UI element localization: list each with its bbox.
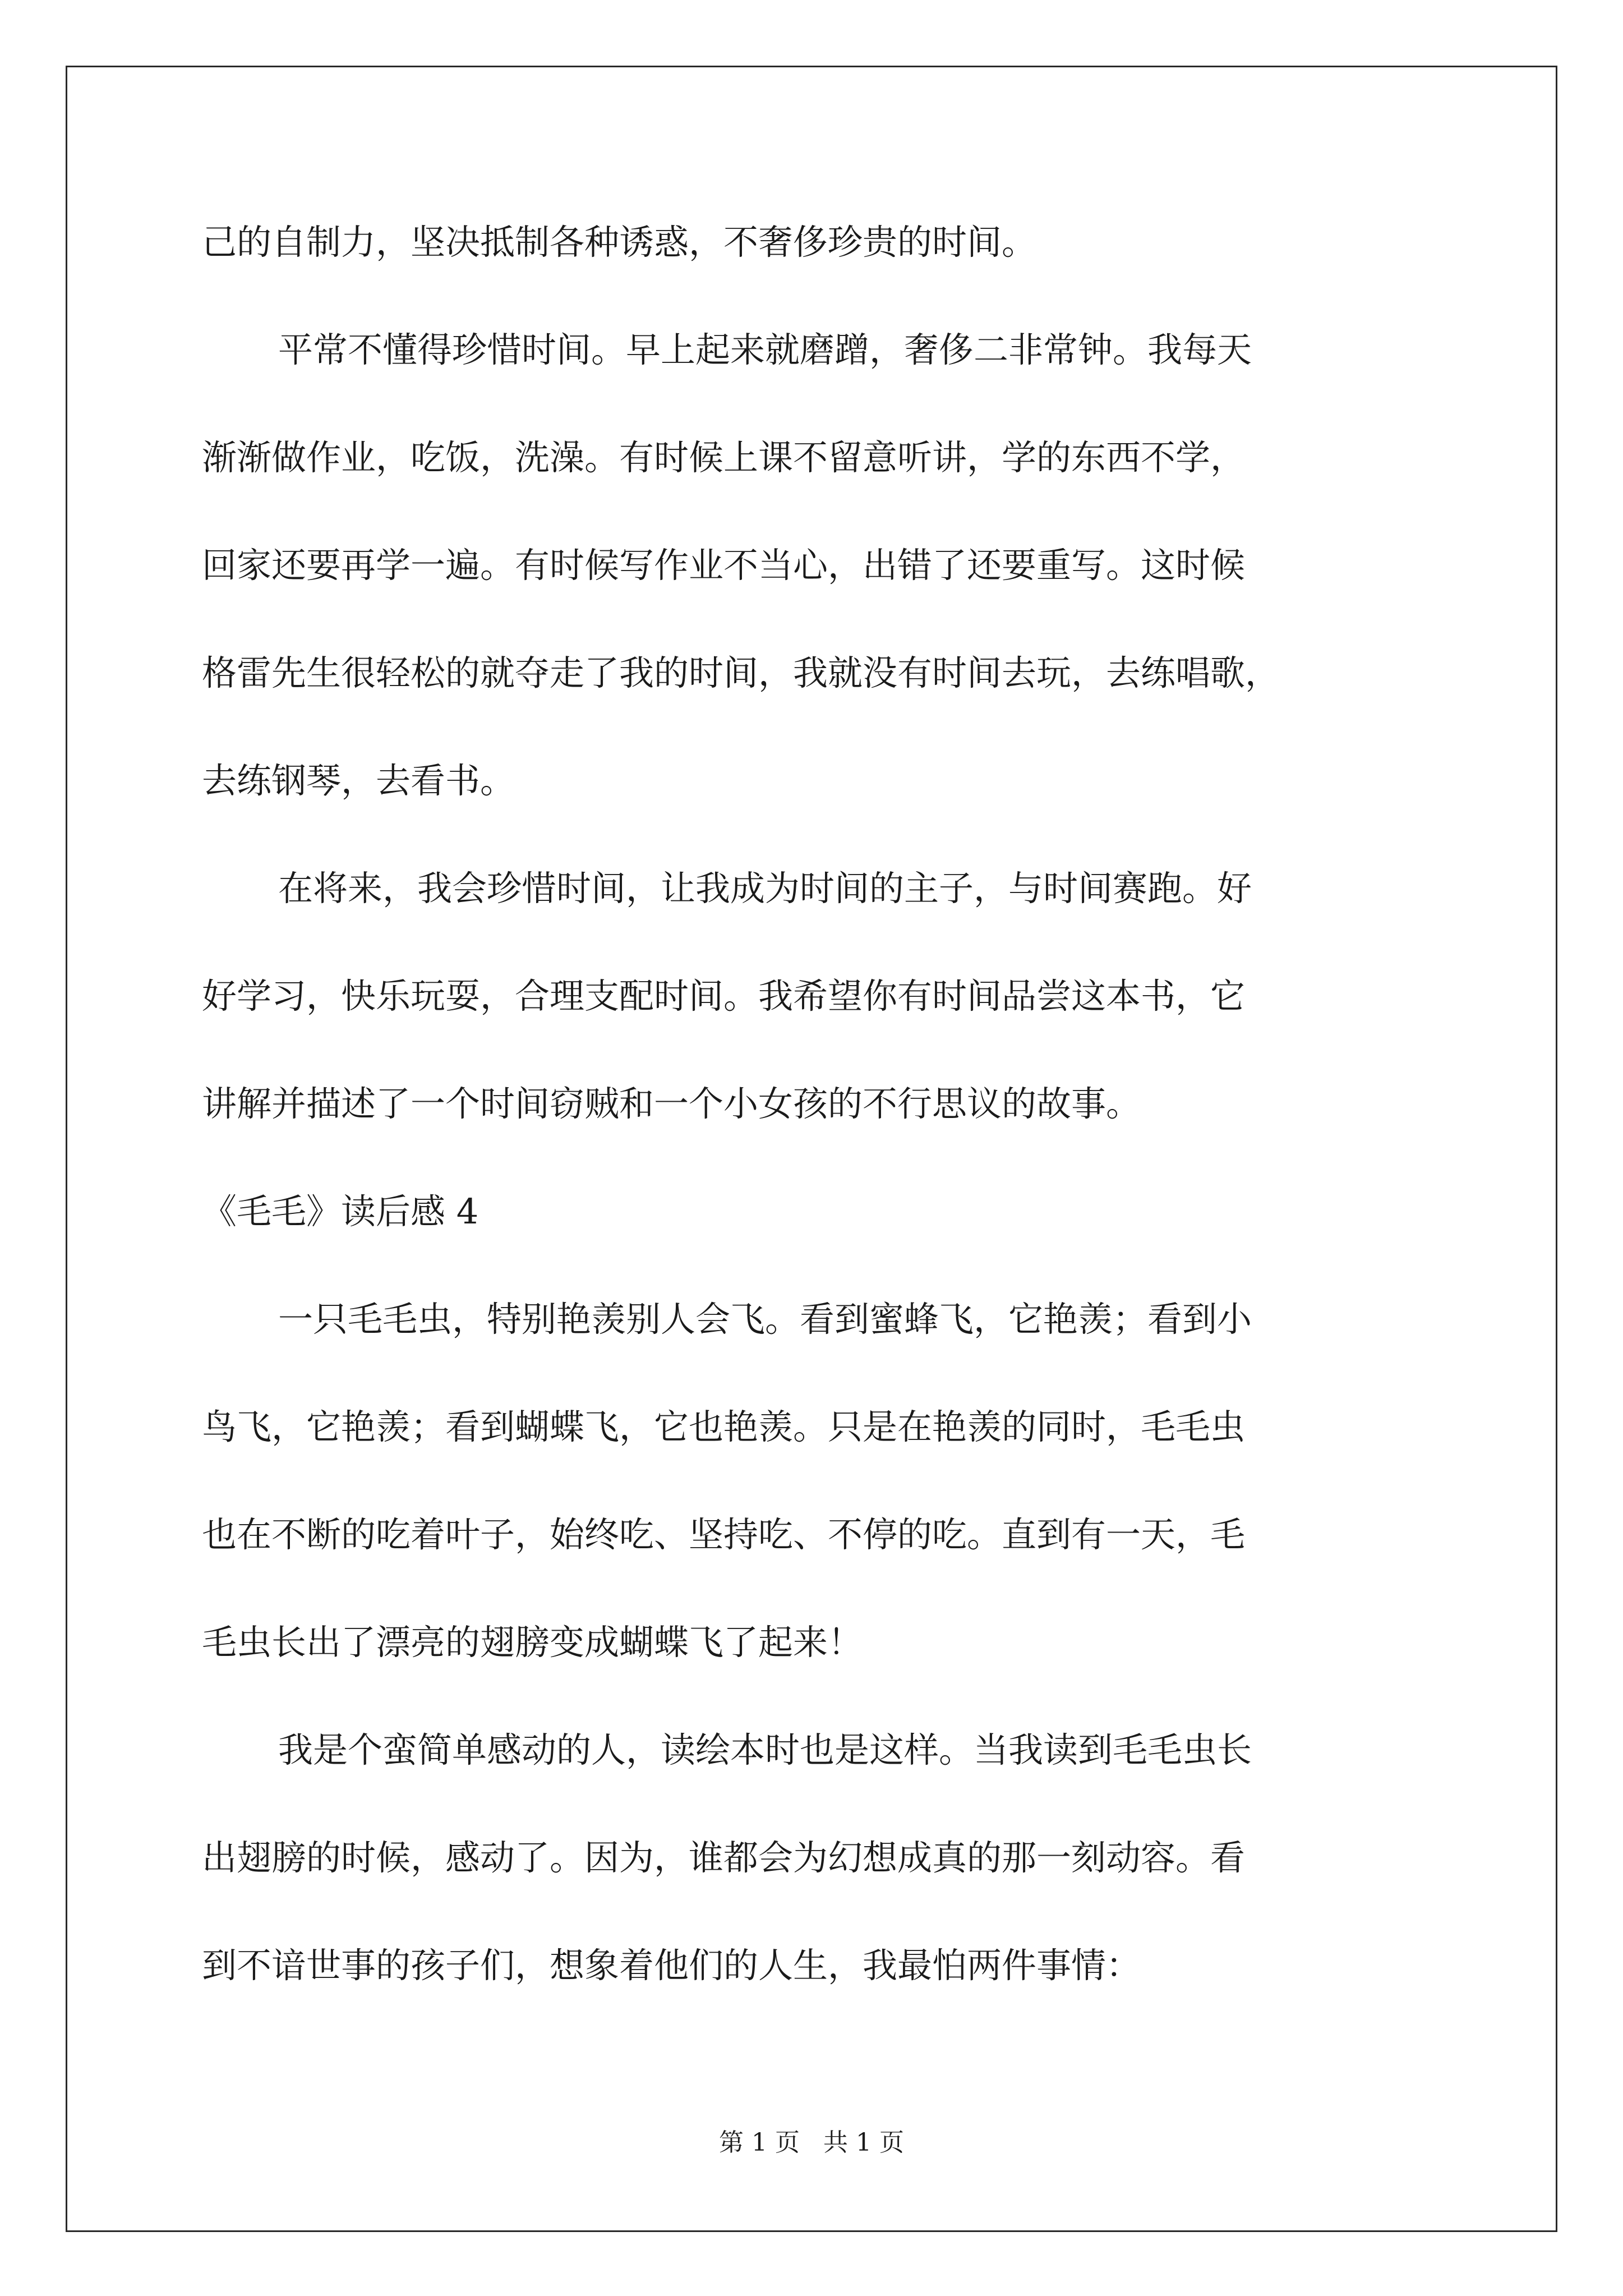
text-line: 回家还要再学一遍。有时候写作业不当心，出错了还要重写。这时候	[202, 545, 1246, 586]
document-body	[202, 209, 1458, 2040]
text-line: 平常不懂得珍惜时间。早上起来就磨蹭，奢侈二非常钟。我每天	[278, 329, 1252, 370]
text-line: 鸟飞，它艳羡；看到蝴蝶飞，它也艳羡。只是在艳羡的同时，毛毛虫	[202, 1406, 1246, 1447]
text-line: 格雷先生很轻松的就夺走了我的时间，我就没有时间去玩，去练唱歌，	[202, 652, 1280, 693]
text-line: 也在不断的吃着叶子，始终吃、坚持吃、不停的吃。直到有一天，毛	[202, 1514, 1246, 1555]
page-footer: 第 1 页 共 1 页	[719, 2128, 904, 2157]
text-line: 渐渐做作业，吃饭，洗澡。有时候上课不留意听讲，学的东西不学，	[202, 437, 1246, 478]
text-line: 一只毛毛虫，特别艳羡别人会飞。看到蜜蜂飞，它艳羡；看到小	[278, 1299, 1252, 1340]
text-line: 出翅膀的时候，感动了。因为，谁都会为幻想成真的那一刻动容。看	[202, 1837, 1246, 1878]
text-line: 己的自制力，坚决抵制各种诱惑，不奢侈珍贵的时间。	[202, 222, 1037, 263]
text-line: 到不谙世事的孩子们，想象着他们的人生，我最怕两件事情：	[202, 1945, 1141, 1986]
text-line: 我是个蛮简单感动的人，读绘本时也是这样。当我读到毛毛虫长	[278, 1729, 1252, 1770]
section-heading: 《毛毛》读后感 4	[202, 1191, 479, 1232]
text-line: 毛虫长出了漂亮的翅膀变成蝴蝶飞了起来！	[202, 1622, 863, 1663]
text-line: 去练钢琴，去看书。	[202, 760, 515, 801]
text-line: 好学习，快乐玩耍，合理支配时间。我希望你有时间品尝这本书，它	[202, 976, 1246, 1016]
text-line: 讲解并描述了一个时间窃贼和一个小女孩的不行思议的故事。	[202, 1083, 1141, 1124]
text-line: 在将来，我会珍惜时间，让我成为时间的主子，与时间赛跑。好	[278, 868, 1252, 909]
